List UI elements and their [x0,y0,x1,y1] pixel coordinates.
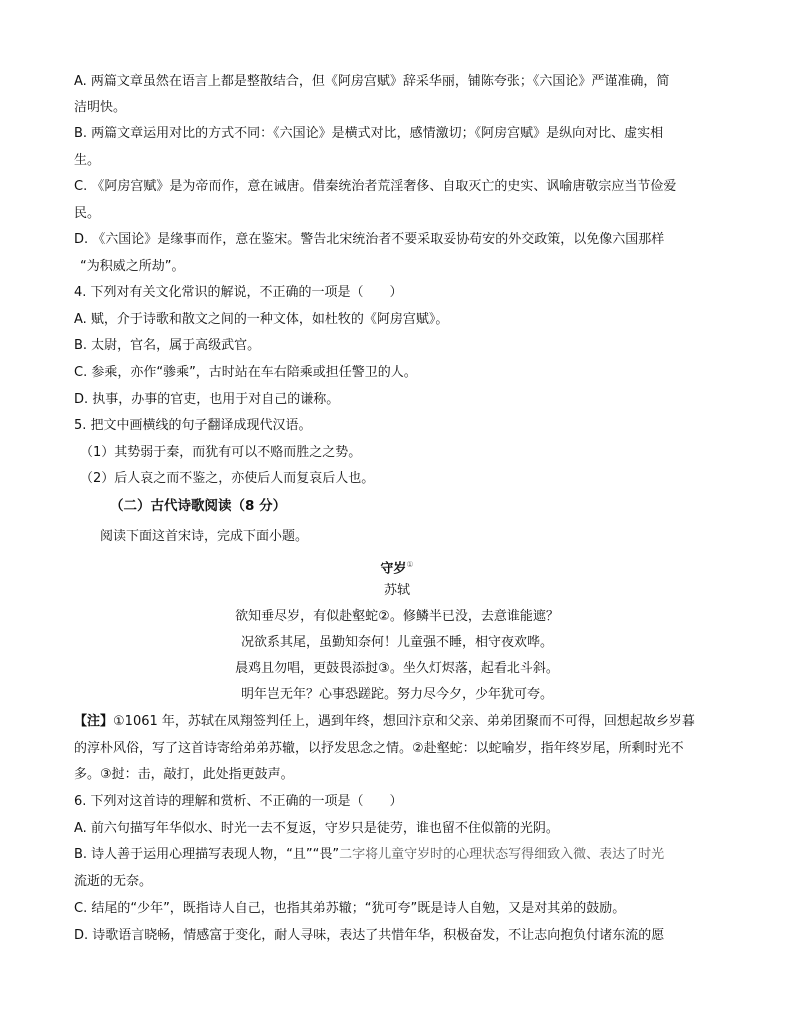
poem-note-line2: 的淳朴风俗，写了这首诗寄给弟弟苏辙，以抒发思念之情。②赴壑蛇：以蛇喻岁，指年终岁尾，所剩时光不 [74,741,684,756]
poem-title-footnote-mark: ① [406,560,414,569]
option-b-line1: B. 两篇文章运用对比的方式不同：《六国论》是横式对比，感情激切；《阿房宫赋》是纵向对比、虚实相 [74,126,664,141]
option-a-line2: 洁明快。 [74,100,127,115]
question-4-option-b: B. 太尉，官名，属于高级武官。 [74,338,261,353]
question-6-option-b-part1: B. 诗人善于运用心理描写表现人物，“且”“畏” [74,847,340,862]
note-label: 【注】 [74,714,114,729]
poem-note-line1 [74,712,734,732]
question-6: 6. 下列对这首诗的理解和赏析、不正确的一项是（ ） [74,794,403,809]
note-text-1: ①1061 年，苏轼在凤翔签判任上，遇到年终，想回汴京和父亲、弟弟团聚而不可得，回想起故乡岁暮 [113,714,695,729]
question-4-option-d: D. 执事，办事的官吏，也用于对自己的谦称。 [74,392,340,407]
question-6-option-b-part2: 二字将儿童守岁时的心理状态写得细致入微、表达了时光 [339,847,665,862]
question-6-option-c: C. 结尾的“少年”，既指诗人自己，也指其弟苏辙；“犹可夸”既是诗人自勉，又是对其弟的鼓励。 [74,901,626,916]
poem-title-text: 守岁 [380,561,407,577]
reading-instruction: 阅读下面这首宋诗，完成下面小题。 [100,529,309,544]
poem-line-2: 况欲系其尾，虽勤知奈何！儿童强不睡，相守夜欢哗。 [240,635,553,650]
question-4: 4. 下列对有关文化常识的解说，不正确的一项是（ ） [74,285,403,300]
option-c-line1: C. 《阿房宫赋》是为帝而作，意在诫唐。借秦统治者荒淫奢侈、自取灭亡的史实、讽喻唐敬宗应当节俭爱 [74,179,677,194]
poem-line-4: 明年岂无年？心事恐蹉跎。努力尽今夕，少年犹可夸。 [240,687,553,702]
question-5-item-1: （1）其势弱于秦，而犹有可以不赂而胜之之势。 [80,445,362,460]
section-heading: （二）古代诗歌阅读（8 分） [110,498,287,514]
question-5: 5. 把文中画横线的句子翻译成现代汉语。 [74,418,312,433]
question-4-option-c: C. 参乘，亦作“骖乘”，古时站在车右陪乘或担任警卫的人。 [74,365,417,380]
option-a-line1: A. 两篇文章虽然在语言上都是整散结合，但《阿房宫赋》辞采华丽，铺陈夸张；《六国论》严谨准确，简 [74,74,670,89]
option-b-line2: 生。 [74,153,101,168]
question-5-item-2: （2）后人哀之而不鉴之，亦使后人而复哀后人也。 [80,471,375,486]
question-4-option-a: A. 赋，介于诗歌和散文之间的一种文体，如杜牧的《阿房宫赋》。 [74,312,449,327]
poem-line-1: 欲知垂尽岁，有似赴壑蛇②。修鳞半已没，去意谁能遮？ [235,609,559,624]
poem-line-3: 晨鸡且勿唱，更鼓畏添挝③。坐久灯烬落，起看北斗斜。 [235,661,559,676]
question-6-option-d: D. 诗歌语言晓畅，情感富于变化，耐人寻味，表达了共惜年华，积极奋发，不让志向抱负付诸东流的愿 [74,928,665,943]
option-d-line1: D. 《六国论》是缘事而作，意在鉴宋。警告北宋统治者不要采取妥协苟安的外交政策，以免像六国那样 [74,232,665,247]
option-c-line2: 民。 [74,206,101,221]
poem-note-line3: 多。③挝：击，敲打，此处指更鼓声。 [74,767,294,782]
question-6-option-b-line2: 流逝的无奈。 [74,874,153,889]
poem-title [0,555,794,579]
poem-author: 苏轼 [383,583,410,598]
option-d-line2: “为积威之所劫”。 [80,259,185,274]
question-6-option-b-line1 [74,845,734,865]
question-6-option-a: A. 前六句描写年华似水、时光一去不复返，守岁只是徒劳，谁也留不住似箭的光阴。 [74,821,559,836]
